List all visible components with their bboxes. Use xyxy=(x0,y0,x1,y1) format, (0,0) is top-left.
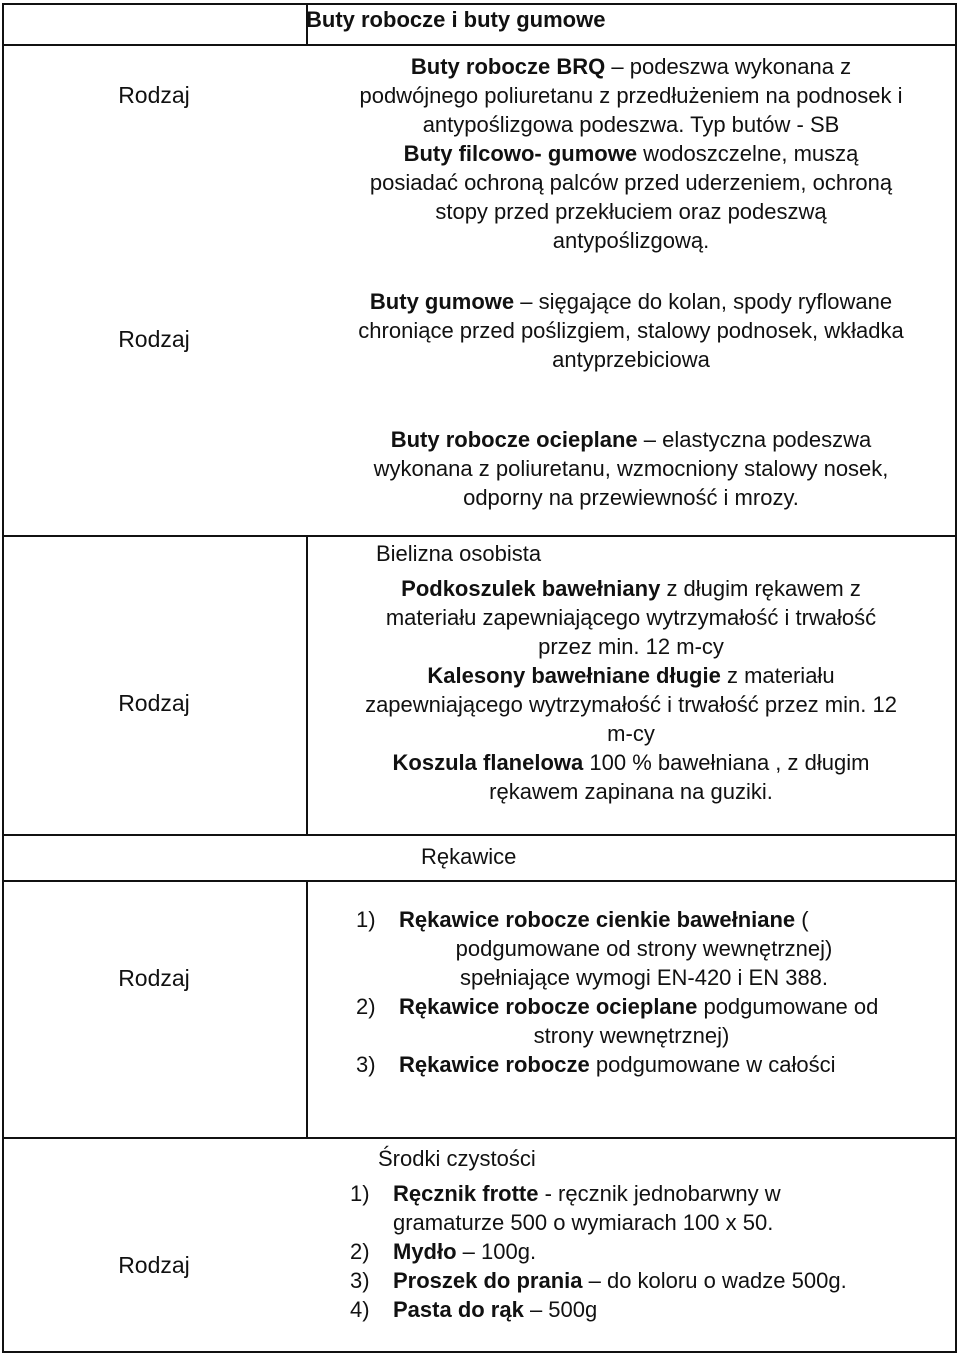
list-item xyxy=(350,1266,954,1295)
list-item xyxy=(356,905,954,992)
description-text: podeszwa wykonana z xyxy=(629,54,852,79)
gloves-list xyxy=(356,905,954,1079)
description-text: - ręcznik jednobarwny w xyxy=(538,1181,781,1206)
shoe-description-rubber xyxy=(307,287,955,374)
description-line: zapewniającego wytrzymałość i trwałość przez min. 12 xyxy=(365,692,897,717)
description-line xyxy=(393,1295,954,1324)
list-number: 2) xyxy=(350,1239,370,1264)
product-name: Buty robocze ocieplane xyxy=(390,427,638,452)
description-line: podwójnego poliuretanu z przedłużeniem na podnosek i xyxy=(359,83,903,108)
description-line: przez min. 12 m-cy xyxy=(538,634,724,659)
list-number: 3) xyxy=(350,1268,370,1293)
description-text: elastyczna podeszwa xyxy=(662,427,872,452)
description-line: rękawem zapinana na guziki. xyxy=(489,779,773,804)
list-number: 2) xyxy=(356,994,376,1019)
description-text: z długim rękawem z xyxy=(660,576,861,601)
row-label: Rodzaj xyxy=(118,1252,190,1278)
gloves-heading: Rękawice xyxy=(421,844,517,869)
product-name: Podkoszulek bawełniany xyxy=(401,576,661,601)
description-line xyxy=(307,574,955,603)
description-line: antypoślizgową. xyxy=(552,228,710,253)
list-item xyxy=(356,992,954,1050)
product-name: Buty filcowo- gumowe xyxy=(403,141,638,166)
list-number: 1) xyxy=(356,907,376,932)
list-number: 4) xyxy=(350,1297,370,1322)
column-divider xyxy=(306,880,308,1139)
description-line xyxy=(307,748,955,777)
description-line: antypoślizgowa podeszwa. Typ butów - SB xyxy=(422,112,840,137)
underwear-heading: Bielizna osobista xyxy=(376,541,542,566)
description-text: wodoszczelne, muszą xyxy=(637,141,859,166)
description-line xyxy=(307,661,955,690)
section-title: Buty robocze i buty gumowe xyxy=(306,7,606,32)
description-line: posiadać ochroną palców przed uderzeniem, ochroną xyxy=(369,170,893,195)
row-divider xyxy=(2,535,957,537)
product-name: Rękawice robocze xyxy=(399,1052,590,1077)
description-line xyxy=(393,1237,954,1266)
description-line: spełniające wymogi EN-420 i EN 388. xyxy=(459,965,829,990)
dash: – xyxy=(605,54,630,79)
description-line: materiału zapewniającego wytrzymałość i trwałość xyxy=(385,605,877,630)
description-line: odporny na przewiewność i mrozy. xyxy=(463,485,799,510)
shoe-description-brq xyxy=(307,52,955,81)
description-text: – do koloru o wadze 500g. xyxy=(582,1268,847,1293)
description-text: podgumowane w całości xyxy=(589,1052,836,1077)
row-label: Rodzaj xyxy=(118,690,190,716)
table-border-bottom xyxy=(2,1351,957,1353)
product-name: Mydło xyxy=(393,1239,457,1264)
table-border-left xyxy=(2,3,4,1353)
description-line xyxy=(399,992,954,1021)
description-text: ( xyxy=(795,907,809,932)
description-text: sięgające do kolan, spody ryflowane xyxy=(538,289,893,314)
list-item xyxy=(356,1050,954,1079)
product-name: Rękawice robocze cienkie bawełniane xyxy=(399,907,796,932)
row-divider xyxy=(2,880,957,882)
row-label: Rodzaj xyxy=(118,965,190,991)
description-line: gramaturze 500 o wymiarach 100 x 50. xyxy=(393,1210,774,1235)
row-divider xyxy=(2,44,957,46)
description-line: wykonana z poliuretanu, wzmocniony stalowy nosek, xyxy=(373,456,889,481)
list-number: 1) xyxy=(350,1181,370,1206)
description-line: strony wewnętrznej) xyxy=(533,1023,730,1048)
row-label: Rodzaj xyxy=(118,82,190,108)
product-name: Kalesony bawełniane długie xyxy=(427,663,721,688)
list-item xyxy=(350,1237,954,1266)
product-name: Buty gumowe xyxy=(369,289,515,314)
description-line: podgumowane od strony wewnętrznej) xyxy=(455,936,833,961)
description-line xyxy=(393,1179,954,1208)
description-line xyxy=(399,1050,954,1079)
cleaning-heading: Środki czystości xyxy=(378,1146,536,1171)
dash: – xyxy=(514,289,539,314)
description-line: antyprzebiciowa xyxy=(552,347,710,372)
product-name: Koszula flanelowa xyxy=(392,750,584,775)
row-divider xyxy=(2,1137,957,1139)
description-line xyxy=(307,425,955,454)
description-line: chroniące przed poślizgiem, stalowy podnosek, wkładka xyxy=(358,318,904,343)
table-border-right xyxy=(955,3,957,1353)
description-line xyxy=(393,1266,954,1295)
description-text: – 100g. xyxy=(456,1239,537,1264)
product-name: Buty robocze BRQ xyxy=(410,54,606,79)
row-divider xyxy=(2,834,957,836)
product-name: Ręcznik frotte xyxy=(393,1181,539,1206)
shoes-content xyxy=(307,52,955,255)
shoe-description-felt xyxy=(307,139,955,168)
description-text: – 500g xyxy=(523,1297,598,1322)
description-line: m-cy xyxy=(607,721,655,746)
description-line xyxy=(399,905,954,934)
description-text: 100 % bawełniana , z długim xyxy=(583,750,870,775)
description-line: stopy przed przekłuciem oraz podeszwą xyxy=(435,199,827,224)
list-item xyxy=(350,1295,954,1324)
product-name: Pasta do rąk xyxy=(393,1297,524,1322)
description-line xyxy=(307,287,955,316)
cleaning-list xyxy=(350,1179,954,1324)
list-number: 3) xyxy=(356,1052,376,1077)
dash: – xyxy=(637,427,663,452)
product-name: Rękawice robocze ocieplane xyxy=(399,994,698,1019)
row-label: Rodzaj xyxy=(118,326,190,352)
underwear-content xyxy=(307,574,955,806)
shoe-description-insulated xyxy=(307,425,955,512)
list-item xyxy=(350,1179,954,1237)
description-text: podgumowane od xyxy=(697,994,879,1019)
product-name: Proszek do prania xyxy=(393,1268,583,1293)
description-text: z materiału xyxy=(720,663,835,688)
